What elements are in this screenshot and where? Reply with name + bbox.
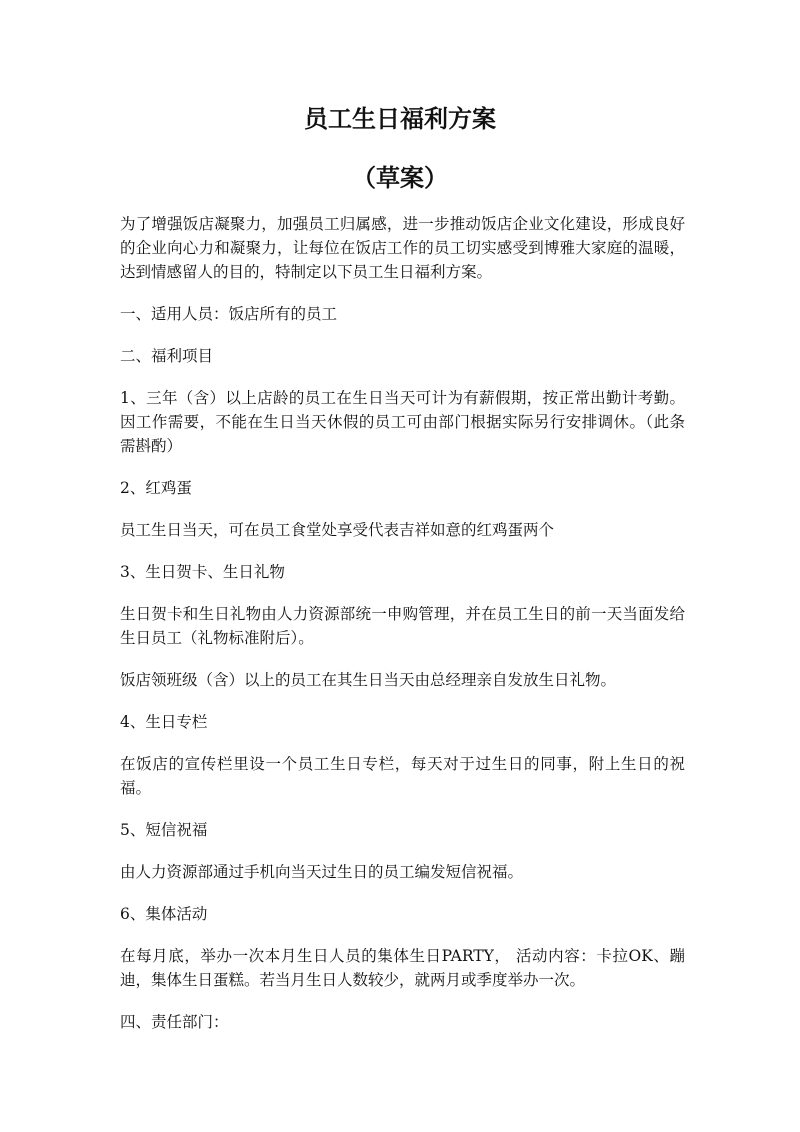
item-paid-leave: 1、三年（含）以上店龄的员工在生日当天可计为有薪假期，按正常出勤计考勤。因工作需要，不能在生日当天休假的员工可由部门根据实际另行安排调休。（此条需斟酌） <box>120 389 685 455</box>
intro-paragraph: 为了增强饭店凝聚力，加强员工归属感，进一步推动饭店企业文化建设，形成良好的企业向心力和凝聚力，让每位在饭店工作的员工切实感受到博雅大家庭的温暖，达到情感留人的目的，特制定以下员工生日福利方案。 <box>120 215 685 281</box>
item-birthday-column-text: 在饭店的宣传栏里设一个员工生日专栏，每天对于过生日的同事，附上生日的祝福。 <box>120 755 685 797</box>
section-responsible-dept: 四、责任部门： <box>120 1013 229 1031</box>
item-cards-gifts-managers: 饭店领班级（含）以上的员工在其生日当天由总经理亲自发放生日礼物。 <box>120 671 617 689</box>
item-birthday-column-heading: 4、生日专栏 <box>120 713 208 731</box>
section-benefits-heading: 二、福利项目 <box>120 347 214 365</box>
item-cards-gifts-heading: 3、生日贺卡、生日礼物 <box>120 563 285 581</box>
section-applicable-staff: 一、适用人员：饭店所有的员工 <box>120 305 338 323</box>
item-group-activity-text: 在每月底，举办一次本月生日人员的集体生日PARTY， 活动内容：卡拉OK、蹦迪，集体生日蛋糕。若当月生日人数较少，就两月或季度举办一次。 <box>120 947 685 989</box>
document-body <box>120 212 685 1052</box>
item-group-activity-heading: 6、集体活动 <box>120 905 208 923</box>
item-red-eggs-heading: 2、红鸡蛋 <box>120 479 192 497</box>
item-sms-text: 由人力资源部通过手机向当天过生日的员工编发短信祝福。 <box>120 863 524 881</box>
item-sms-heading: 5、短信祝福 <box>120 821 208 839</box>
item-red-eggs-text: 员工生日当天，可在员工食堂处享受代表吉祥如意的红鸡蛋两个 <box>120 521 555 539</box>
document-subtitle: （草案） <box>352 164 448 192</box>
item-cards-gifts-text: 生日贺卡和生日礼物由人力资源部统一申购管理，并在员工生日的前一天当面发给生日员工（礼物标准附后）。 <box>120 605 685 647</box>
document-title: 员工生日福利方案 <box>304 105 496 133</box>
